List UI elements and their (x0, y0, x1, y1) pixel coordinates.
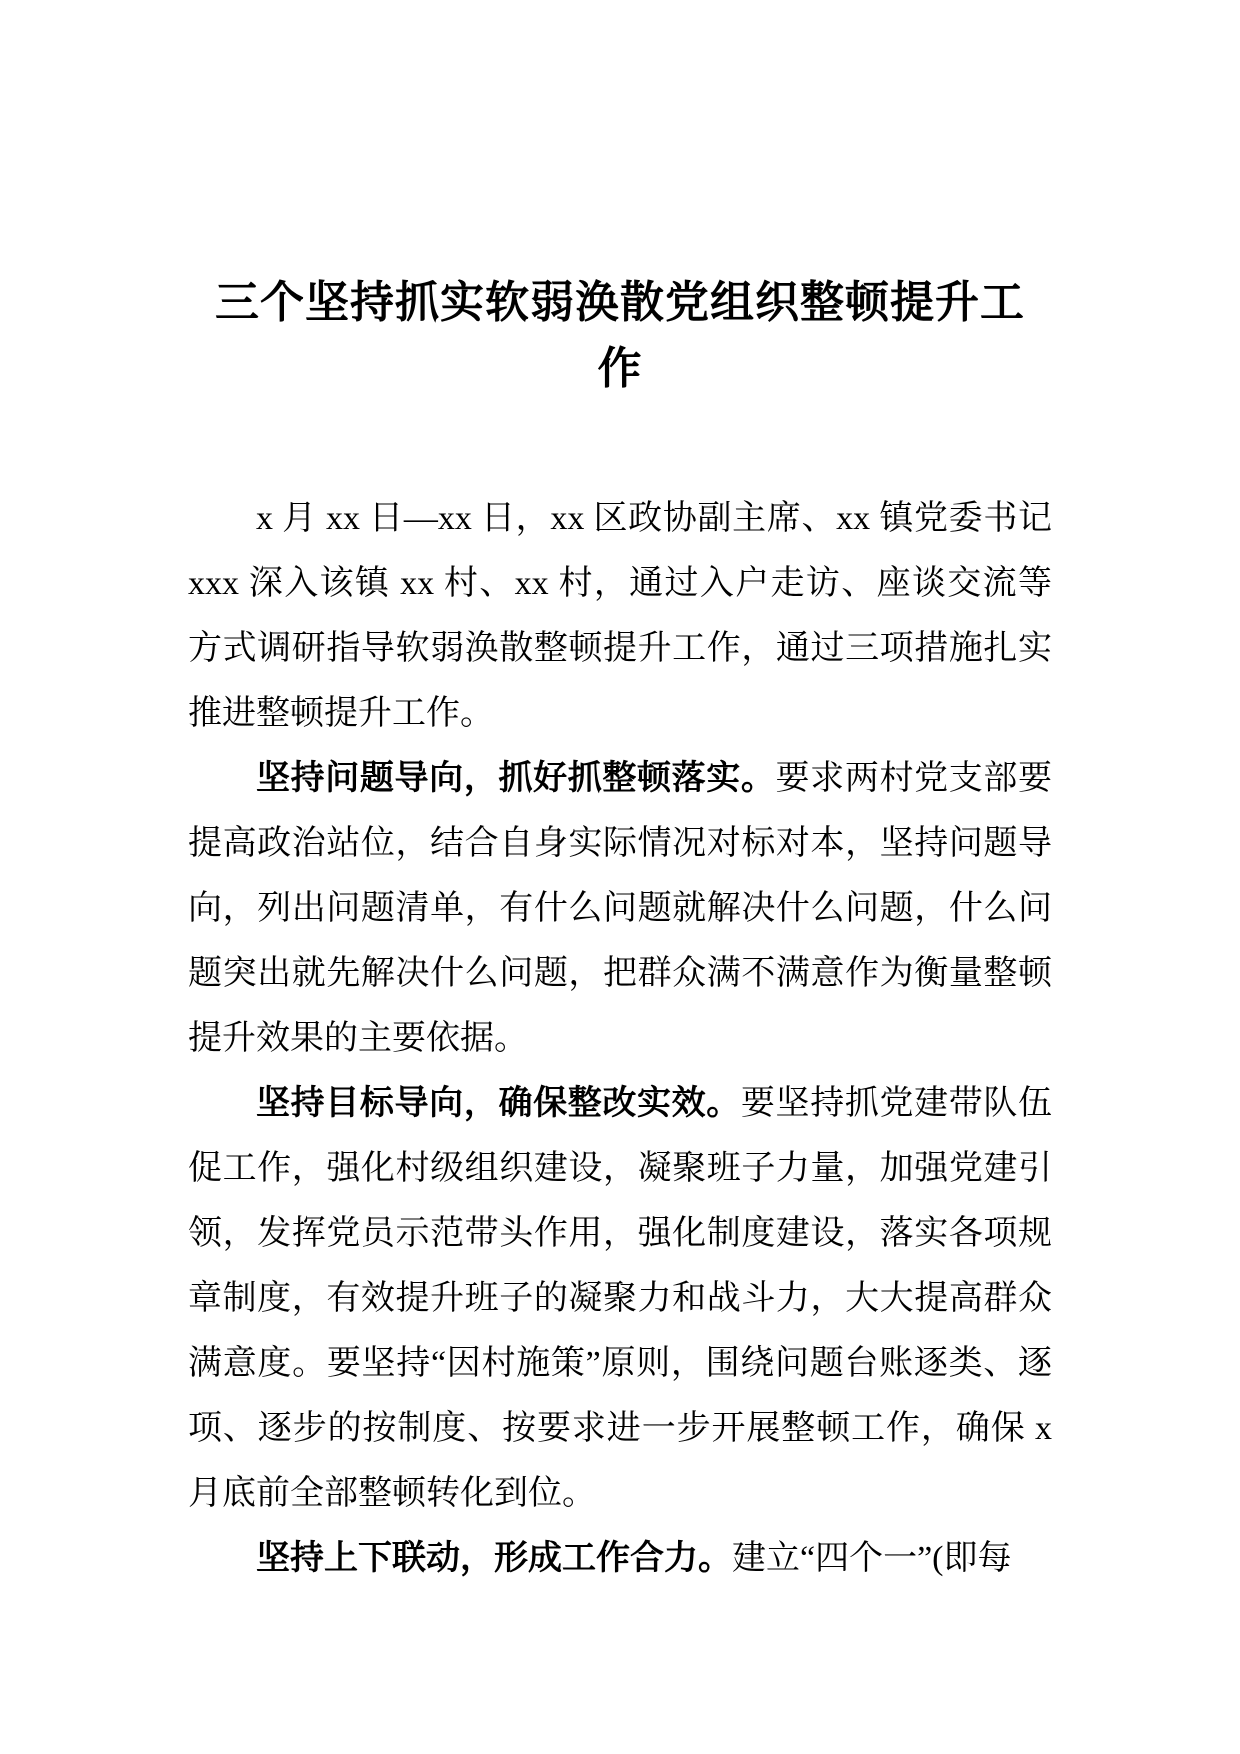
document-title: 三个坚持抓实软弱涣散党组织整顿提升工作 (215, 277, 1025, 394)
paragraph-problem-orientation-lead: 坚持问题导向，抓好抓整顿落实。 (256, 758, 776, 798)
paragraph-joint-effort (188, 1526, 1052, 1591)
paragraph-intro (188, 486, 1052, 746)
paragraph-intro-text: x 月 xx 日—xx 日，xx 区政协副主席、xx 镇党委书记 xxx 深入该镇 xx 村、xx 村，通过入户走访、座谈交流等方式调研指导软弱涣散整顿提升工作，通过三项措施扎实推进整顿提升工作。 (188, 500, 1052, 732)
document-body (188, 486, 1052, 1591)
paragraph-goal-orientation-text: 要坚持抓党建带队伍促工作，强化村级组织建设，凝聚班子力量，加强党建引领，发挥党员示范带头作用，强化制度建设，落实各项规章制度，有效提升班子的凝聚力和战斗力，大大提高群众满意度。要坚持“因村施策”原则，围绕问题台账逐类、逐项、逐步的按制度、按要求进一步开展整顿工作，确保 x 月底前全部整顿转化到位。 (188, 1085, 1053, 1512)
paragraph-problem-orientation-text: 要求两村党支部要提高政治站位，结合自身实际情况对标对本，坚持问题导向，列出问题清单，有什么问题就解决什么问题，什么问题突出就先解决什么问题，把群众满不满意作为衡量整顿提升效果的主要依据。 (188, 760, 1053, 1057)
paragraph-joint-effort-lead: 坚持上下联动，形成工作合力。 (256, 1538, 732, 1578)
paragraph-joint-effort-text: 建立“四个一”(即每 (732, 1540, 1012, 1577)
paragraph-problem-orientation (188, 746, 1052, 1071)
paragraph-goal-orientation (188, 1071, 1052, 1526)
paragraph-goal-orientation-lead: 坚持目标导向，确保整改实效。 (256, 1083, 741, 1123)
